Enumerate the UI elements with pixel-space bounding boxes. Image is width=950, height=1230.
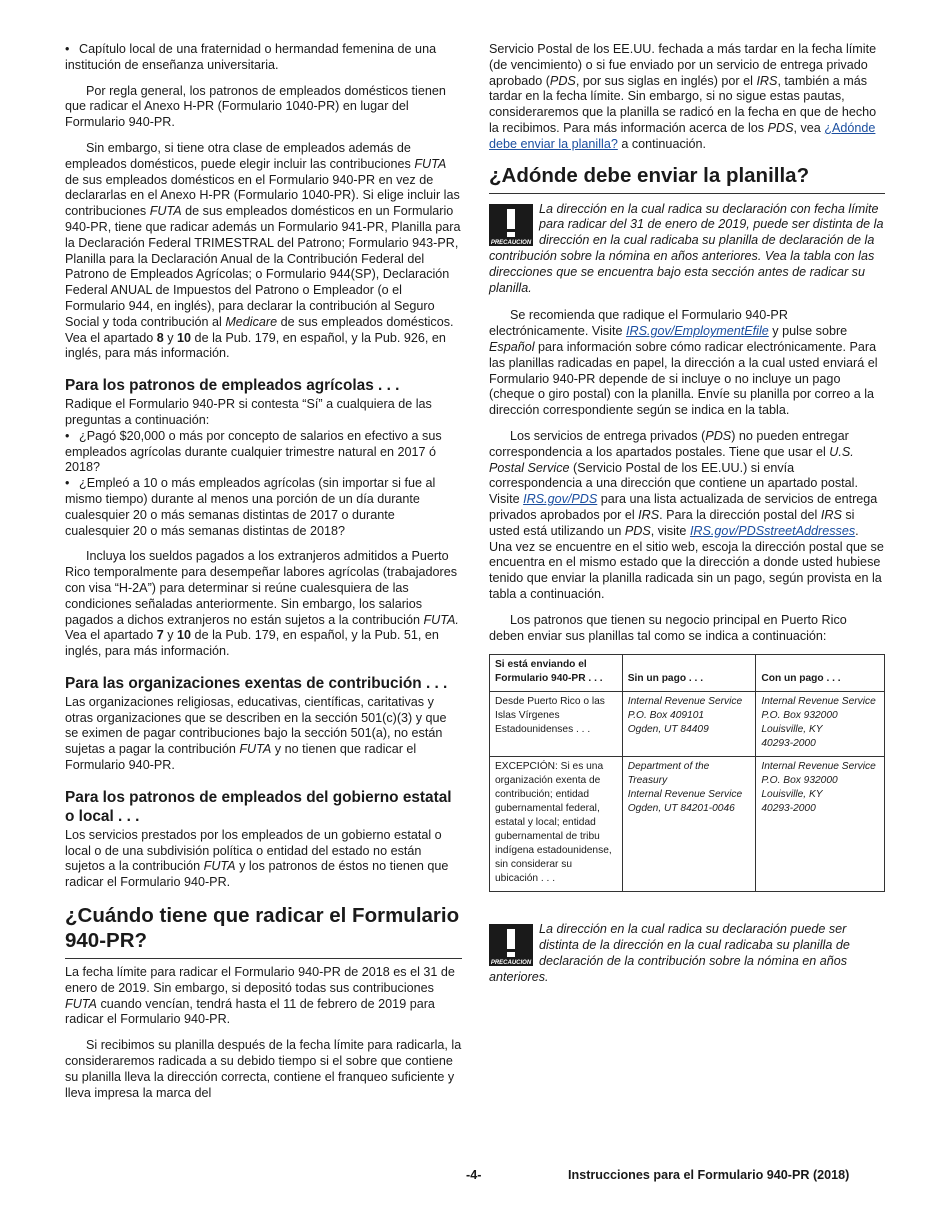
link-pds-street-addresses[interactable]: IRS.gov/PDSstreetAddresses bbox=[689, 523, 856, 538]
heading-gobierno: Para los patronos de empleados del gobierno estatal o local . . . bbox=[65, 788, 452, 825]
link-irs-pds[interactable]: IRS.gov/PDS bbox=[523, 492, 598, 507]
table-header: Si está enviando el Formulario 940-PR . . . bbox=[490, 655, 623, 692]
paragraph-patronos-pr: Los patronos que tienen su negocio principal en Puerto Rico deben enviar sus planillas tal como se indica a continuación: bbox=[489, 612, 847, 643]
paragraph-fecha-limite: La fecha límite para radicar el Formulario 940-PR de 2018 es el 31 de enero de 2019. Sin embargo, si depositó todas sus contribuciones FUTA cuando vencían, tendrá hasta el 11 de febrero de 2019 para radicar el Formulario 940-PR. bbox=[65, 965, 455, 1027]
heading-exentas: Para las organizaciones exentas de contribución . . . bbox=[65, 674, 448, 692]
left-column bbox=[65, 42, 462, 1111]
caution-note-1 bbox=[489, 202, 885, 297]
paragraph-servicios-entrega: Los servicios de entrega privados (PDS) no pueden entregar correspondencia a los apartados postales. Tiene que usar el U.S. Postal Service (Servicio Postal de los EE.UU.) si envía correspondencia a una dirección que contiene un apartado postal. Visite IRS.gov/PDS para una lista actualizada de servicios de entrega privados aprobados por el IRS. Para la dirección postal del IRS si usted está utilizando un PDS, visite IRS.gov/PDSstreetAddresses. Una vez se encuentre en el sitio web, escoja la dirección postal que se encuentra en el mismo estado que la dirección a donde usted hubiese tenido que enviar la planilla radicada sin un pago, según provista en la tabla a continuación. bbox=[489, 428, 884, 601]
table-cell-origin: EXCEPCIÓN: Si es una organización exenta de contribución; entidad gubernamental federal, estatal y local; entidad gubernamental de tribu indígena estadounidense, sin considerar su ubicación . . . bbox=[490, 757, 623, 892]
paragraph-incluya: Incluya los sueldos pagados a los extranjeros admitidos a Puerto Rico temporalmente para desempeñar labores agrícolas (trabajadores con visa “H-2A”) para determinar si reúne cualesquiera de las condiciones señaladas anteriormente. Sin embargo, los salarios pagados a dichos extranjeros no están sujetos a la contribución FUTA. Vea el apartado 7 y 10 de la Pub. 179, en español, y la Pub. 51, en inglés, para más información. bbox=[65, 549, 459, 659]
caution-warning-icon bbox=[489, 924, 533, 966]
paragraph-exentas: Las organizaciones religiosas, educativas, científicas, caritativas y otras organizaciones que se describen en la sección 501(c)(3) y que se eximen de pagar contribuciones bajo la sección 501(a), no están sujetas a pagar la contribución FUTA y no tienen que radicar el Formulario 940-PR. bbox=[65, 694, 447, 773]
table-cell-address: Internal Revenue Service P.O. Box 932000 Louisville, KY 40293-2000 bbox=[756, 757, 885, 892]
paragraph-sin-embargo: Sin embargo, si tiene otra clase de empleados además de empleados domésticos, puede elegir incluir las contribuciones FUTA de sus empleados domésticos en el Formulario 940-PR en vez de declararlas en el Anexo H-PR (Formulario 1040-PR). Si elige incluir las contribuciones FUTA de sus empleados domésticos en un Formulario 940-PR, tiene que radicar además un Formulario 941-PR, Planilla para la Declaración Federal TRIMESTRAL del Patrono; Formulario 943-PR, Planilla para la Declaración Anual de la Contribución Federal del Patrono de Empleados Agrícolas; o Formulario 944(SP), Declaración Federal ANUAL de Impuestos del Patrono o Empleador (o el Formulario 944, en inglés), para declarar la contribución al Seguro Social y toda contribución al Medicare de sus empleados domésticos. Vea el apartado 8 y 10 de la Pub. 179, en español, y la Pub. 926, en inglés, para más información. bbox=[65, 140, 461, 361]
heading-adonde: ¿Adónde debe enviar la planilla? bbox=[489, 163, 885, 194]
paragraph-si-recibimos: Si recibimos su planilla después de la fecha límite para radicarla, la consideraremos radicada a su debido tiempo si el sobre que contiene su planilla lleva la dirección correcta, contiene el franqueo suficiente y lleva impresa la marca del bbox=[65, 1038, 462, 1100]
bullet-agricolas-empleados: • ¿Empleó a 10 o más empleados agrícolas (sin importar si fue al mismo tiempo) durante al menos una porción de un día durante cualesquier 20 o más semanas distintas de 2017 o durante cualesquier 20 o más semanas distintas de 2018? bbox=[65, 476, 462, 539]
footer-doc-title: Instrucciones para el Formulario 940-PR (2018) bbox=[568, 1168, 850, 1182]
caution-text-2: La dirección en la cual radica su declaración puede ser distinta de la dirección en la cual radicaba su planilla de declaración de la contribución sobre la nómina en años anteriores. bbox=[489, 922, 850, 984]
paragraph-gobierno: Los servicios prestados por los empleados de un gobierno estatal o local o de una subdivisión política o entidad del estado no están sujetos a la contribución FUTA y los patronos de éstos no tienen que radicar el Formulario 940-PR. bbox=[65, 827, 449, 890]
table-cell-address: Internal Revenue Service P.O. Box 932000 Louisville, KY 40293-2000 bbox=[756, 692, 885, 757]
bullet-agricolas-salarios: • ¿Pagó $20,000 o más por concepto de salarios en efectivo a sus empleados agrícolas durante cualquier trimestre natural en 2017 ó 2018? bbox=[65, 429, 462, 476]
table-cell-address: Internal Revenue Service P.O. Box 409101 Ogden, UT 84409 bbox=[622, 692, 756, 757]
address-table bbox=[489, 654, 885, 892]
heading-agricolas: Para los patronos de empleados agrícolas . . . bbox=[65, 377, 400, 395]
right-column bbox=[489, 42, 885, 997]
caution-text-1: La dirección en la cual radica su declaración con fecha límite para radicar del 31 de enero de 2019, puede ser distinta de la dirección en la cual radicaba su planilla de declaración de la contribución sobre la nómina en años anteriores. Vea la tabla con las direcciones que se encuentra bajo esta sección antes de radicar su planilla. bbox=[489, 201, 884, 295]
paragraph-regla-general: Por regla general, los patronos de empleados domésticos tienen que radicar el Anexo H-PR (Formulario 1040-PR) en lugar del Formulario 940-PR. bbox=[65, 83, 446, 130]
heading-cuando: ¿Cuándo tiene que radicar el Formulario 940-PR? bbox=[65, 903, 462, 959]
table-cell-origin: Desde Puerto Rico o las Islas Vírgenes Estadounidenses . . . bbox=[490, 692, 623, 757]
page-number: -4- bbox=[466, 1168, 482, 1182]
caution-label: PRECAUCION bbox=[490, 960, 532, 967]
table-row bbox=[490, 757, 885, 892]
table-header: Sin un pago . . . bbox=[622, 655, 756, 692]
caution-note-2 bbox=[489, 922, 885, 985]
table-row bbox=[490, 692, 885, 757]
table-header-row bbox=[490, 655, 885, 692]
bullet-fraternidad: • Capítulo local de una fraternidad o hermandad femenina de una institución de enseñanza universitaria. bbox=[65, 42, 462, 74]
paragraph-agricolas-intro: Radique el Formulario 940-PR si contesta “Sí” a cualquiera de las preguntas a continuación: bbox=[65, 397, 432, 427]
paragraph-recomienda: Se recomienda que radique el Formulario 940-PR electrónicamente. Visite IRS.gov/EmploymentEfile y pulse sobre Español para información sobre cómo radicar electrónicamente. Para las planillas radicadas en papel, la dirección a la cual usted enviará el Formulario 940-PR depende de si incluye o no incluye un pago (cheque o giro postal) con la planilla. Envíe su planilla por correo a la dirección correspondiente según se indica en la tabla. bbox=[489, 308, 878, 418]
table-cell-address: Department of the Treasury Internal Revenue Service Ogden, UT 84201-0046 bbox=[622, 757, 756, 892]
table-header: Con un pago . . . bbox=[756, 655, 885, 692]
link-adonde[interactable]: ¿Adónde debe enviar la planilla? bbox=[489, 120, 876, 151]
link-employment-efile[interactable]: IRS.gov/EmploymentEfile bbox=[625, 324, 769, 339]
caution-label: PRECAUCION bbox=[490, 239, 532, 246]
caution-warning-icon bbox=[489, 204, 533, 246]
paragraph-continuacion: Servicio Postal de los EE.UU. fechada a más tardar en la fecha límite (de vencimiento) o si fue enviado por un servicio de entrega privado aprobado (PDS, por sus siglas en inglés) por el IRS, también a más tardar en la fecha límite. Sin embargo, si no sigue estas pautas, consideraremos que la planilla se radicó en la fecha en que de hecho la recibimos. Para más información acerca de los PDS, vea ¿Adónde debe enviar la planilla? a continuación. bbox=[489, 42, 877, 151]
